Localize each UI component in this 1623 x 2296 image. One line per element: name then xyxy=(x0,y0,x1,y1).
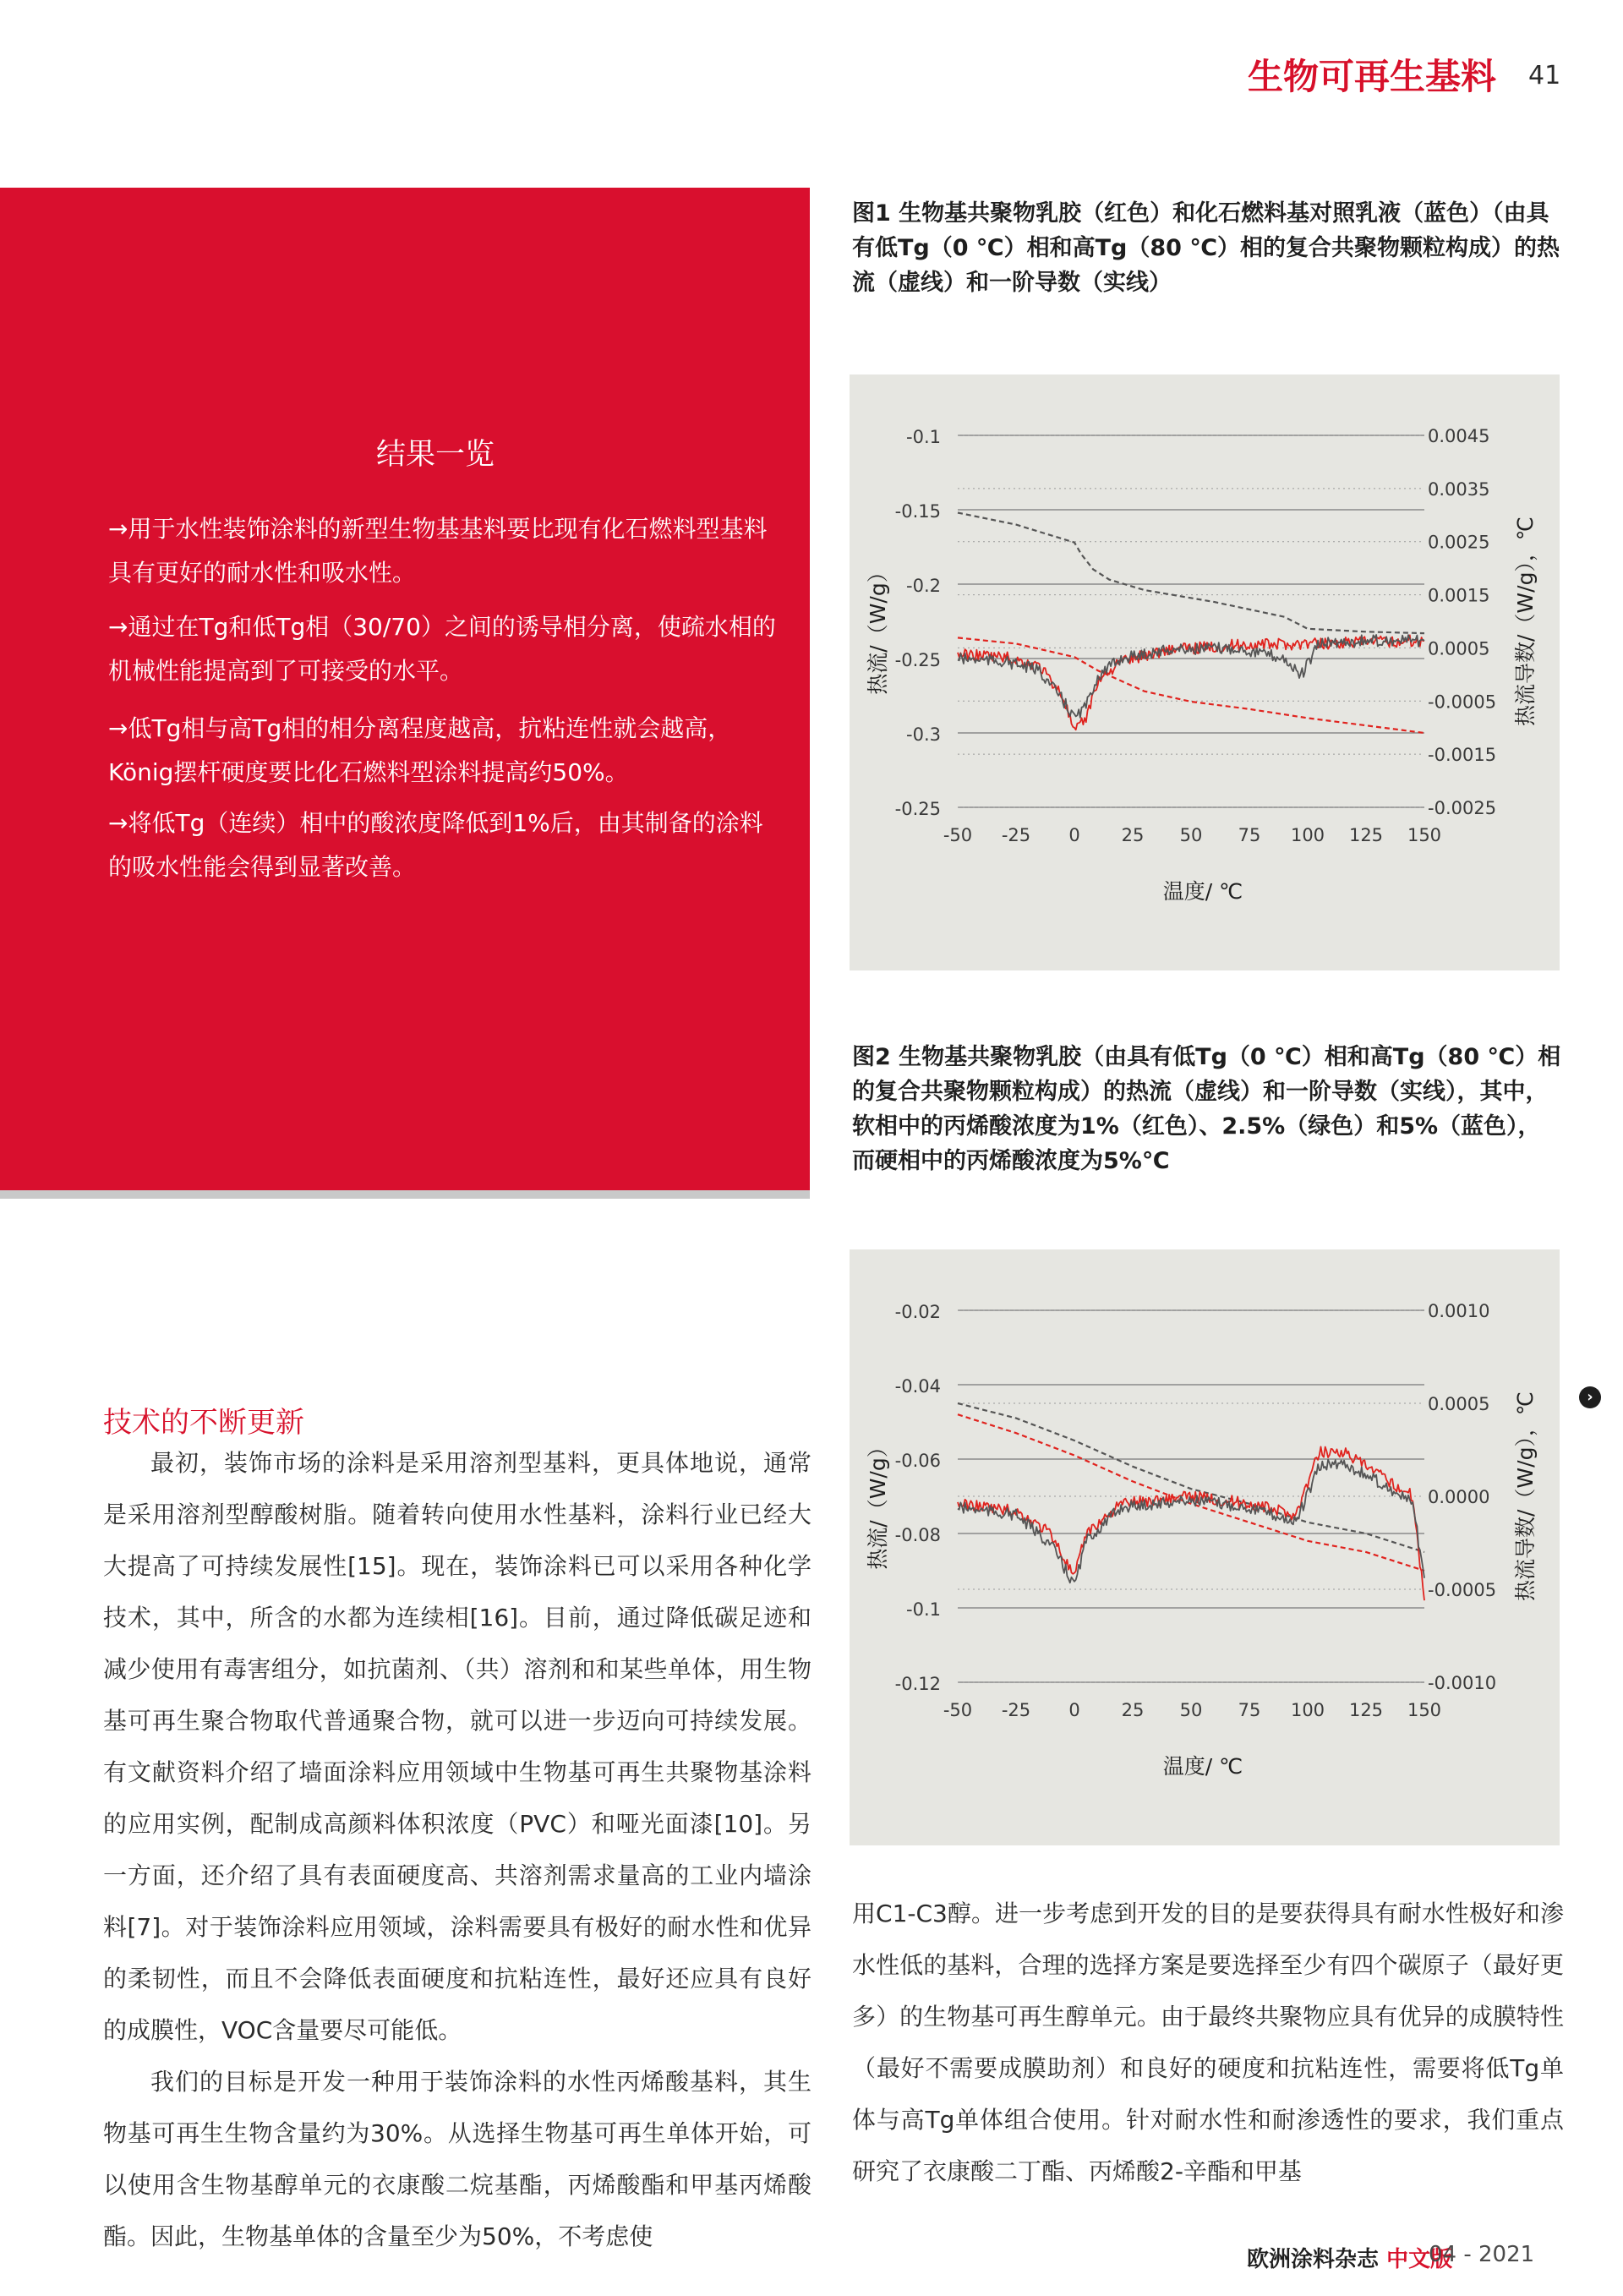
x-tick-label: 0 xyxy=(1068,1700,1080,1720)
figure1-chart xyxy=(850,374,1560,970)
y-tick-label: -0.2 xyxy=(906,576,941,596)
y-tick-label: -0.25 xyxy=(894,650,941,670)
x-tick-label: 75 xyxy=(1238,1700,1261,1720)
figure2-caption: 图2 生物基共聚物乳胶（由具有低Tg（0 ℃）相和高Tg（80 ℃）相的复合共聚物颗粒构成）的热流（虚线）和一阶导数（实线），其中，软相中的丙烯酸浓度为1%（红色）、2.5%（绿色）和5%（蓝色），而硬相中的丙烯酸浓度为5%℃ xyxy=(852,1044,1561,1174)
y2-tick-label: -0.0005 xyxy=(1428,1580,1497,1600)
body-column-2 xyxy=(852,1888,1564,2197)
figure1-chart-panel xyxy=(850,374,1560,970)
x-tick-label: -50 xyxy=(943,1700,973,1720)
x-tick-label: 150 xyxy=(1407,825,1442,845)
y2-tick-label: -0.0005 xyxy=(1428,692,1497,713)
y2-tick-label: 0.0015 xyxy=(1428,585,1490,606)
x-tick-label: 50 xyxy=(1179,825,1203,845)
section-header-title: 生物可再生基料 xyxy=(1247,56,1496,97)
y-tick-label: -0.08 xyxy=(894,1525,941,1545)
body-paragraph: 最初，装饰市场的涂料是采用溶剂型基料，更具体地说，通常是采用溶剂型醇酸树脂。随着转向使用水性基料，涂料行业已经大大提高了可持续发展性[15]。现在，装饰涂料已可以采用各种化学技术，其中，所含的水都为连续相[16]。目前，通过降低碳足迹和减少使用有毒害组分，如抗菌剂、（共）溶剂和和某些单体，用生物基可再生聚合物取代普通聚合物，就可以进一步迈向可持续发展。有文献资料介绍了墙面涂料应用领域中生物基可再生共聚物基涂料的应用实例，配制成高颜料体积浓度（PVC）和哑光面漆[10]。另一方面，还介绍了具有表面硬度高、共溶剂需求量高的工业内墙涂料[7]。对于装饰涂料应用领域，涂料需要具有极好的耐水性和优异的柔韧性，而且不会降低表面硬度和抗粘连性，最好还应具有良好的成膜性，VOC含量要尽可能低。 xyxy=(103,1449,812,2044)
y2-tick-label: -0.0025 xyxy=(1428,798,1497,818)
y-tick-label: -0.1 xyxy=(906,1599,941,1620)
y2-tick-label: 0.0005 xyxy=(1428,1394,1490,1414)
heat-flow-line xyxy=(958,1414,1424,1571)
summary-item: →通过在Tg和低Tg相（30/70）之间的诱导相分离，使疏水相的机械性能提高到了可接受的水平。 xyxy=(108,613,776,685)
body-paragraph: 我们的目标是开发一种用于装饰涂料的水性丙烯酸基料，其生物基可再生生物含量约为30%。从选择生物基可再生单体开始，可以使用含生物基醇单元的衣康酸二烷基酯，丙烯酸酯和甲基丙烯酸酯。因此，生物基单体的含量至少为50%，不考虑使 xyxy=(103,2068,812,2250)
derivative-line xyxy=(958,1460,1424,1583)
y2-tick-label: 0.0010 xyxy=(1428,1301,1490,1321)
y-tick-label: -0.04 xyxy=(894,1376,941,1397)
x-tick-label: 125 xyxy=(1348,825,1384,845)
figure2-chart-panel xyxy=(850,1249,1560,1845)
summary-box-shadow xyxy=(0,1190,810,1199)
x-tick-label: 100 xyxy=(1290,825,1325,845)
x-axis-label: 温度/ ℃ xyxy=(1162,1754,1243,1779)
y-tick-label: -0.1 xyxy=(906,427,941,447)
y-tick-label: -0.25 xyxy=(894,799,941,819)
y2-tick-label: 0.0000 xyxy=(1428,1487,1490,1507)
body-column-1 xyxy=(103,1437,812,2262)
chevron-right-icon[interactable]: › xyxy=(1579,1386,1601,1408)
figure2-chart xyxy=(850,1249,1560,1845)
x-tick-label: 0 xyxy=(1068,825,1080,845)
x-tick-label: -50 xyxy=(943,825,973,845)
x-tick-label: 125 xyxy=(1348,1700,1384,1720)
x-tick-label: 75 xyxy=(1238,825,1261,845)
footer-journal xyxy=(1247,2242,1452,2273)
y2-axis-label: 热流导数/（W/g），℃ xyxy=(1513,1391,1538,1602)
y2-tick-label: 0.0025 xyxy=(1428,532,1490,553)
summary-title: 结果一览 xyxy=(375,438,495,472)
x-tick-label: -25 xyxy=(1001,825,1031,845)
x-tick-label: 100 xyxy=(1290,1700,1325,1720)
y2-tick-label: -0.0010 xyxy=(1428,1673,1497,1693)
y-tick-label: -0.12 xyxy=(894,1674,941,1694)
y-tick-label: -0.3 xyxy=(906,724,941,745)
y2-tick-label: 0.0045 xyxy=(1428,426,1490,446)
y2-tick-label: 0.0005 xyxy=(1428,638,1490,659)
page-number: 41 xyxy=(1528,61,1561,90)
body-paragraph: 用C1-C3醇。进一步考虑到开发的目的是要获得具有耐水性极好和渗水性低的基料，合理的选择方案是要选择至少有四个碳原子（最好更多）的生物基可再生醇单元。由于最终共聚物应具有优异的成膜特性（最好不需要成膜助剂）和良好的硬度和抗粘连性，需要将低Tg单体与高Tg单体组合使用。针对耐水性和耐渗透性的要求，我们重点研究了衣康酸二丁酯、丙烯酸2-辛酯和甲基 xyxy=(852,1900,1564,2185)
x-tick-label: 25 xyxy=(1121,825,1145,845)
x-tick-label: 50 xyxy=(1179,1700,1203,1720)
y-tick-label: -0.02 xyxy=(894,1302,941,1322)
journal-edition: 中文版 xyxy=(1386,2247,1453,2272)
y2-axis-label: 热流导数/（W/g），℃ xyxy=(1513,516,1538,727)
journal-name: 欧洲涂料杂志 xyxy=(1247,2247,1380,2272)
x-tick-label: 25 xyxy=(1121,1700,1145,1720)
y2-tick-label: 0.0035 xyxy=(1428,478,1490,500)
x-tick-label: -25 xyxy=(1001,1700,1031,1720)
summary-item: →将低Tg（连续）相中的酸浓度降低到1%后，由其制备的涂料的吸水性能会得到显著改善。 xyxy=(108,809,763,881)
y-tick-label: -0.15 xyxy=(894,501,941,522)
summary-item: →用于水性装饰涂料的新型生物基基料要比现有化石燃料型基料具有更好的耐水性和吸水性。 xyxy=(108,515,768,587)
y-axis-label: 热流/（W/g） xyxy=(866,1436,890,1570)
section-title: 技术的不断更新 xyxy=(103,1406,304,1440)
x-axis-label: 温度/ ℃ xyxy=(1162,879,1243,904)
summary-item: →低Tg相与高Tg相的相分离程度越高，抗粘连性就会越高，König摆杆硬度要比化石燃料型涂料提高约50%。 xyxy=(108,714,732,786)
y2-tick-label: -0.0015 xyxy=(1428,745,1497,766)
heat-flow-line xyxy=(958,1403,1424,1552)
x-tick-label: 150 xyxy=(1407,1700,1442,1720)
heat-flow-line xyxy=(958,513,1424,634)
y-tick-label: -0.06 xyxy=(894,1451,941,1471)
footer-issue: 04 - 2021 xyxy=(1429,2242,1535,2267)
figure1-caption: 图1 生物基共聚物乳胶（红色）和化石燃料基对照乳液（蓝色）（由具有低Tg（0 ℃）相和高Tg（80 ℃）相的复合共聚物颗粒构成）的热流（虚线）和一阶导数（实线） xyxy=(852,200,1560,296)
y-axis-label: 热流/（W/g） xyxy=(866,561,890,695)
